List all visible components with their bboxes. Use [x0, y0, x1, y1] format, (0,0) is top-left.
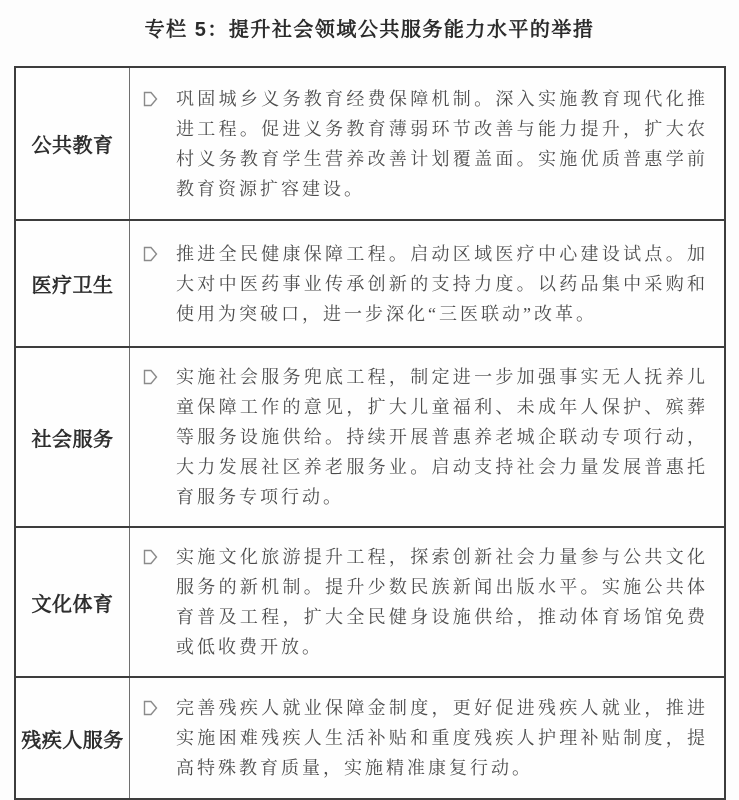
content-cell [130, 528, 724, 676]
row-content-text: 推进全民健康保障工程。启动区域医疗中心建设试点。加大对中医药事业传承创新的支持力度。以药品集中采购和使用为突破口，进一步深化“三医联动”改革。 [176, 243, 708, 324]
category-cell [16, 528, 130, 676]
content-cell [130, 221, 724, 346]
table-row [16, 348, 724, 528]
row-content-text: 实施文化旅游提升工程，探索创新社会力量参与公共文化服务的新机制。提升少数民族新闻出版水平。实施公共体育普及工程，扩大全民健身设施供给，推动体育场馆免费或低收费开放。 [176, 547, 708, 657]
row-content-text: 完善残疾人就业保障金制度，更好促进残疾人就业，推进实施困难残疾人生活补贴和重度残疾人护理补贴制度，提高特殊教育质量，实施精准康复行动。 [176, 698, 708, 778]
table-row [16, 528, 724, 678]
table-row [16, 68, 724, 221]
category-label: 文化体育 [31, 593, 114, 616]
pentagon-arrow-icon [143, 91, 158, 204]
content-cell [130, 68, 724, 219]
category-cell [16, 678, 130, 798]
pentagon-arrow-icon [143, 549, 158, 662]
category-cell [16, 348, 130, 526]
measures-table [14, 66, 726, 800]
content-cell [130, 348, 724, 526]
pentagon-arrow-icon [143, 246, 158, 329]
page-title: 专栏 5：提升社会领域公共服务能力水平的举措 [144, 19, 595, 41]
table-row [16, 678, 724, 798]
row-content-text: 巩固城乡义务教育经费保障机制。深入实施教育现代化推进工程。促进义务教育薄弱环节改善与能力提升，扩大农村义务教育学生营养改善计划覆盖面。实施优质普惠学前教育资源扩容建设。 [176, 88, 708, 199]
category-cell [16, 221, 130, 346]
row-content-text: 实施社会服务兜底工程，制定进一步加强事实无人抚养儿童保障工作的意见，扩大儿童福利、未成年人保护、殡葬等服务设施供给。持续开展普惠养老城企联动专项行动，大力发展社区养老服务业。启动支持社会力量发展普惠托育服务专项行动。 [176, 367, 708, 507]
table-row [16, 221, 724, 348]
content-cell [130, 678, 724, 798]
category-label: 残疾人服务 [21, 729, 124, 752]
pentagon-arrow-icon [143, 369, 158, 512]
category-label: 公共教育 [31, 135, 114, 157]
category-label: 社会服务 [31, 428, 114, 451]
category-label: 医疗卫生 [31, 275, 114, 297]
pentagon-arrow-icon [143, 700, 158, 783]
category-cell [16, 68, 130, 219]
